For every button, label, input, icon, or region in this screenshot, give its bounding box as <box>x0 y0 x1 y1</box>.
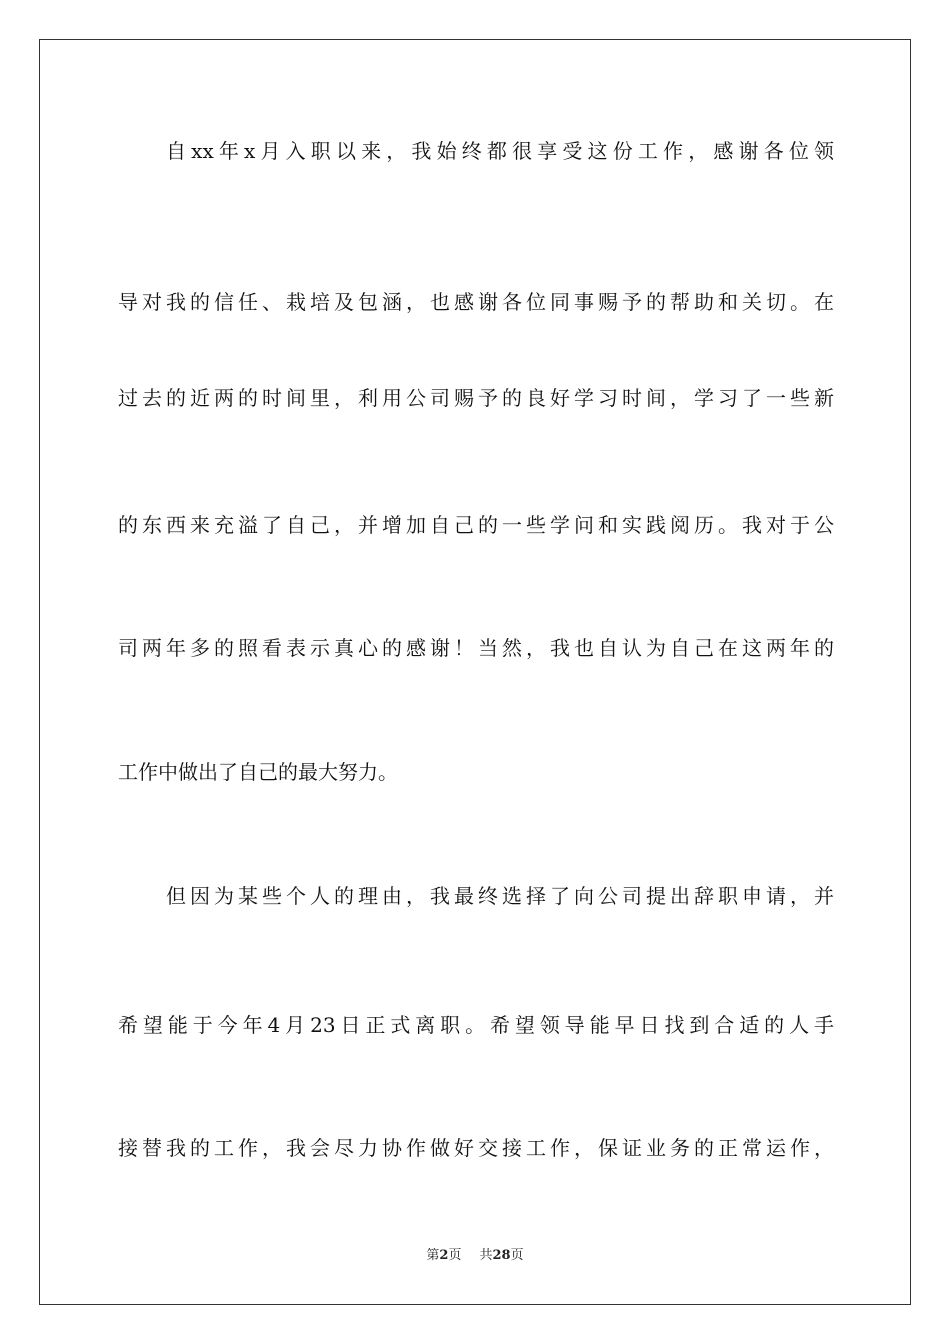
paragraph-2-line-2: 希望能于今年4月23日正式离职。希望领导能早日找到合适的人手 <box>118 1013 834 1037</box>
total-suffix: 页 <box>510 1248 524 1263</box>
paragraph-1-line-2: 导对我的信任、栽培及包涵，也感谢各位同事赐予的帮助和关切。在 <box>118 290 834 314</box>
paragraph-1-line-3: 过去的近两的时间里，利用公司赐予的良好学习时间，学习了一些新 <box>118 386 834 410</box>
paragraph-1-line-5: 司两年多的照看表示真心的感谢！当然，我也自认为自己在这两年的 <box>118 636 834 660</box>
page-number: 2 <box>439 1248 449 1263</box>
page-prefix: 第 <box>426 1248 440 1263</box>
paragraph-1-line-4: 的东西来充溢了自己，并增加自己的一些学问和实践阅历。我对于公 <box>118 513 834 537</box>
paragraph-1-line-1: 自xx年x月入职以来，我始终都很享受这份工作，感谢各位领 <box>166 139 834 163</box>
page-suffix: 页 <box>448 1248 462 1263</box>
paragraph-2-line-3: 接替我的工作，我会尽力协作做好交接工作，保证业务的正常运作， <box>118 1136 834 1160</box>
page-footer <box>0 1248 950 1264</box>
total-pages: 28 <box>492 1248 511 1263</box>
paragraph-2-line-1: 但因为某些个人的理由，我最终选择了向公司提出辞职申请，并 <box>166 884 834 908</box>
total-prefix: 共 <box>479 1248 493 1263</box>
paragraph-1-line-6: 工作中做出了自己的最大努力。 <box>118 760 398 784</box>
page-border <box>39 39 911 1305</box>
